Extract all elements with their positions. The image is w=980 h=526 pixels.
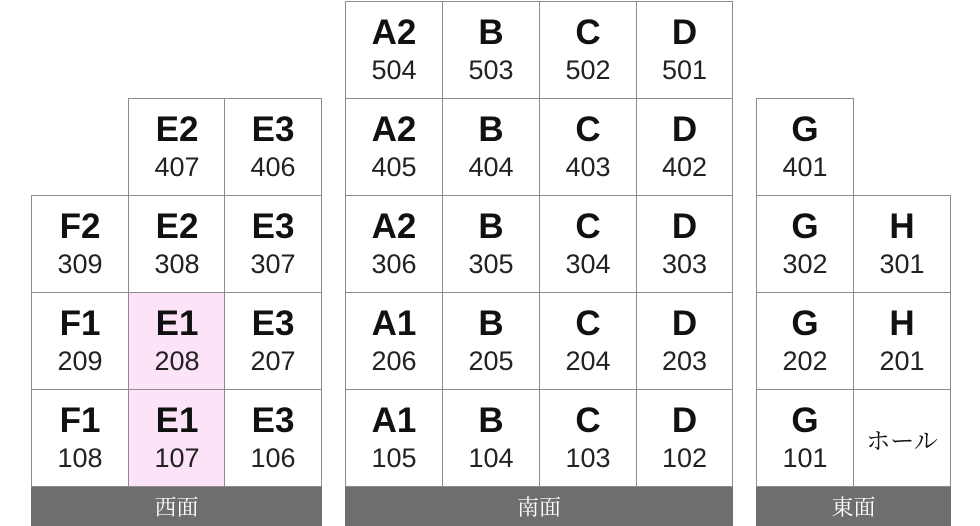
- unit-code: H: [889, 207, 915, 246]
- unit-code: D: [671, 207, 698, 246]
- unit-code: E2: [155, 110, 199, 149]
- unit-307[interactable]: [224, 195, 322, 293]
- unit-number: 301: [879, 249, 925, 279]
- unit-number: 105: [371, 443, 417, 473]
- unit-number: 403: [565, 152, 611, 182]
- unit-201[interactable]: [853, 292, 951, 390]
- unit-number: 404: [468, 152, 514, 182]
- face-label-east: 東面: [756, 487, 951, 526]
- unit-number: 502: [565, 55, 611, 85]
- unit-401[interactable]: [756, 98, 854, 196]
- unit-number: 407: [154, 152, 200, 182]
- unit-404[interactable]: [442, 98, 540, 196]
- unit-number: 406: [250, 152, 296, 182]
- unit-code: F1: [59, 304, 101, 343]
- unit-code: B: [478, 13, 504, 52]
- unit-number: 208: [154, 346, 200, 376]
- unit-number: 104: [468, 443, 514, 473]
- unit-code: F1: [59, 401, 101, 440]
- unit-302[interactable]: [756, 195, 854, 293]
- unit-code: E3: [251, 304, 295, 343]
- unit-number: 302: [782, 249, 828, 279]
- unit-402[interactable]: [636, 98, 733, 196]
- unit-code: D: [671, 401, 698, 440]
- unit-code: B: [478, 304, 504, 343]
- unit-303[interactable]: [636, 195, 733, 293]
- unit-number: 205: [468, 346, 514, 376]
- unit-code: E1: [155, 304, 199, 343]
- unit-code: B: [478, 401, 504, 440]
- unit-207[interactable]: [224, 292, 322, 390]
- unit-202[interactable]: [756, 292, 854, 390]
- unit-104[interactable]: [442, 389, 540, 487]
- unit-number: 103: [565, 443, 611, 473]
- unit-number: 402: [661, 152, 708, 182]
- unit-203[interactable]: [636, 292, 733, 390]
- unit-309[interactable]: [31, 195, 129, 293]
- hall-label: ホール: [866, 426, 938, 455]
- unit-code: C: [575, 110, 601, 149]
- unit-number: 504: [371, 55, 417, 85]
- unit-code: E1: [155, 401, 199, 440]
- unit-code: A2: [371, 13, 417, 52]
- unit-number: 401: [782, 152, 828, 182]
- unit-number: 209: [57, 346, 103, 376]
- hall-cell[interactable]: [853, 389, 951, 487]
- unit-number: 305: [468, 249, 514, 279]
- unit-code: G: [791, 207, 819, 246]
- unit-code: E3: [251, 401, 295, 440]
- unit-code: C: [575, 13, 601, 52]
- unit-number: 306: [371, 249, 417, 279]
- unit-503[interactable]: [442, 1, 540, 99]
- unit-504[interactable]: [345, 1, 443, 99]
- unit-number: 204: [565, 346, 611, 376]
- unit-number: 207: [250, 346, 296, 376]
- unit-206[interactable]: [345, 292, 443, 390]
- unit-code: B: [478, 207, 504, 246]
- unit-102[interactable]: [636, 389, 733, 487]
- unit-number: 206: [371, 346, 417, 376]
- unit-code: E2: [155, 207, 199, 246]
- unit-number: 102: [661, 443, 708, 473]
- unit-code: D: [671, 304, 698, 343]
- unit-407[interactable]: [128, 98, 226, 196]
- unit-209[interactable]: [31, 292, 129, 390]
- unit-code: C: [575, 304, 601, 343]
- unit-number: 304: [565, 249, 611, 279]
- unit-103[interactable]: [539, 389, 637, 487]
- unit-number: 107: [154, 443, 200, 473]
- unit-code: D: [671, 110, 698, 149]
- unit-number: 303: [661, 249, 708, 279]
- unit-306[interactable]: [345, 195, 443, 293]
- unit-code: A1: [371, 304, 417, 343]
- unit-code: H: [889, 304, 915, 343]
- unit-502[interactable]: [539, 1, 637, 99]
- unit-405[interactable]: [345, 98, 443, 196]
- unit-108[interactable]: [31, 389, 129, 487]
- unit-204[interactable]: [539, 292, 637, 390]
- unit-code: G: [791, 110, 819, 149]
- unit-205[interactable]: [442, 292, 540, 390]
- unit-code: E3: [251, 207, 295, 246]
- unit-number: 501: [661, 55, 708, 85]
- unit-number: 309: [57, 249, 103, 279]
- unit-number: 202: [782, 346, 828, 376]
- unit-code: A1: [371, 401, 417, 440]
- unit-code: D: [671, 13, 698, 52]
- unit-101[interactable]: [756, 389, 854, 487]
- unit-number: 201: [879, 346, 925, 376]
- unit-code: E3: [251, 110, 295, 149]
- unit-107-highlighted[interactable]: [128, 389, 226, 487]
- unit-code: F2: [59, 207, 101, 246]
- unit-number: 405: [371, 152, 417, 182]
- unit-208-highlighted[interactable]: [128, 292, 226, 390]
- unit-301[interactable]: [853, 195, 951, 293]
- unit-code: G: [791, 304, 819, 343]
- unit-number: 203: [661, 346, 708, 376]
- unit-code: C: [575, 401, 601, 440]
- unit-code: G: [791, 401, 819, 440]
- unit-number: 308: [154, 249, 200, 279]
- unit-501[interactable]: [636, 1, 733, 99]
- unit-304[interactable]: [539, 195, 637, 293]
- unit-number: 106: [250, 443, 296, 473]
- unit-105[interactable]: [345, 389, 443, 487]
- unit-code: A2: [371, 207, 417, 246]
- unit-406[interactable]: [224, 98, 322, 196]
- face-label-south: 南面: [345, 487, 733, 526]
- unit-number: 108: [57, 443, 103, 473]
- unit-number: 307: [250, 249, 296, 279]
- unit-106[interactable]: [224, 389, 322, 487]
- unit-number: 101: [782, 443, 828, 473]
- unit-305[interactable]: [442, 195, 540, 293]
- face-label-west: 西面: [31, 487, 322, 526]
- unit-403[interactable]: [539, 98, 637, 196]
- unit-308[interactable]: [128, 195, 226, 293]
- unit-code: A2: [371, 110, 417, 149]
- unit-code: C: [575, 207, 601, 246]
- unit-code: B: [478, 110, 504, 149]
- unit-number: 503: [468, 55, 514, 85]
